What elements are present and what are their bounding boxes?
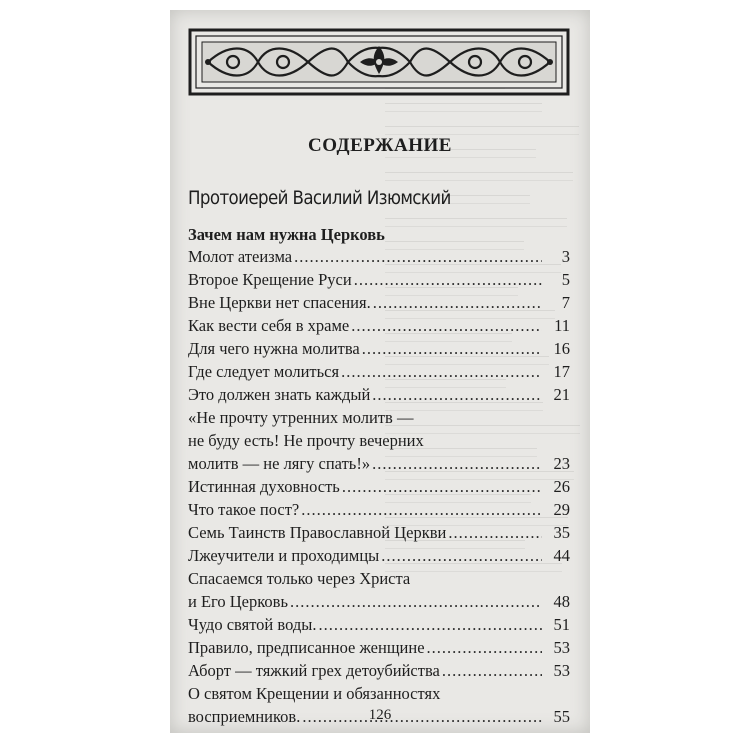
- toc-entry-page: 11: [554, 316, 570, 335]
- toc-entry-title: Что такое пост?: [188, 500, 300, 519]
- dot-leader: [341, 360, 542, 383]
- toc-entry-line: [188, 291, 570, 314]
- toc-entry: [188, 406, 570, 475]
- toc-entry-title: Молот атеизма: [188, 247, 293, 266]
- toc-entry-line: [188, 636, 570, 659]
- toc-entry-line: [188, 475, 570, 498]
- author-name: Протоиерей Василий Изюмский: [188, 188, 451, 209]
- toc-entry-page: 26: [553, 477, 570, 496]
- toc-entry-line: [188, 452, 570, 475]
- toc-entry-page: 55: [553, 707, 570, 726]
- toc-entry-title: Лжеучители и проходимцы: [188, 546, 380, 565]
- toc-entry: [188, 636, 570, 659]
- toc-entry-title: Чудо святой воды.: [188, 615, 317, 634]
- toc-entry-page: 51: [553, 615, 570, 634]
- toc-entry-page: 16: [553, 339, 570, 358]
- dot-leader: [381, 544, 542, 567]
- toc-entry-line: [188, 314, 570, 337]
- section-heading: Зачем нам нужна Церковь: [188, 225, 385, 244]
- toc-title: СОДЕРЖАНИЕ: [308, 135, 452, 156]
- toc-entry-title: Для чего нужна молитва: [188, 339, 360, 358]
- toc-entry-title: Вне Церкви нет спасения.: [188, 293, 371, 312]
- toc-entry: [188, 337, 570, 360]
- toc-entry-title: О святом Крещении и обязанностях: [188, 684, 441, 703]
- toc-entry-title: Семь Таинств Православной Церкви: [188, 523, 447, 542]
- bleed-through-line: [385, 172, 573, 181]
- toc-entry: [188, 567, 570, 613]
- dot-leader: [290, 590, 542, 613]
- dot-leader: [362, 337, 542, 360]
- toc-entry-page: 29: [553, 500, 570, 519]
- toc-entry: [188, 360, 570, 383]
- toc-entry-line: [188, 567, 570, 590]
- toc-entry-list: [188, 245, 570, 728]
- toc-entry-line: [188, 383, 570, 406]
- toc-entry-title: Это должен знать каждый: [188, 385, 371, 404]
- toc-entry-line: [188, 613, 570, 636]
- toc-entry-page: 53: [553, 661, 570, 680]
- toc-entry-line: [188, 590, 570, 613]
- dot-leader: [372, 452, 542, 475]
- dot-leader: [448, 521, 542, 544]
- toc-entry-line: [188, 406, 570, 429]
- toc-entry-title: Спасаемся только через Христа: [188, 569, 411, 588]
- toc-entry-line: [188, 360, 570, 383]
- bleed-through-line: [385, 218, 567, 227]
- dot-leader: [373, 291, 542, 314]
- toc-entry-page: 3: [561, 247, 570, 266]
- toc-entry-page: 48: [553, 592, 570, 611]
- toc-entry: [188, 314, 570, 337]
- dot-leader: [342, 475, 542, 498]
- toc-entry: [188, 245, 570, 268]
- toc-entry: [188, 383, 570, 406]
- toc-entry-line: [188, 429, 570, 452]
- toc-entry: [188, 498, 570, 521]
- floral-headpiece-ornament-icon: [188, 28, 570, 96]
- toc-entry-page: 23: [553, 454, 570, 473]
- toc-entry: [188, 613, 570, 636]
- toc-entry-title: Второе Крещение Руси: [188, 270, 352, 289]
- toc-entry: [188, 475, 570, 498]
- dot-leader: [351, 314, 542, 337]
- toc-entry-line: [188, 337, 570, 360]
- dot-leader: [372, 383, 542, 406]
- toc-entry-page: 17: [553, 362, 570, 381]
- toc-entry-line: [188, 682, 570, 705]
- toc-entry-line: [188, 498, 570, 521]
- toc-entry: [188, 659, 570, 682]
- toc-entry-title: восприемников.: [188, 707, 301, 726]
- toc-entry-line: [188, 659, 570, 682]
- bleed-through-line: [385, 103, 542, 112]
- toc-entry-title: не буду есть! Не прочту вечерних: [188, 431, 424, 450]
- toc-entry-title: Аборт — тяжкий грех детоубийства: [188, 661, 440, 680]
- book-page: [170, 10, 590, 733]
- toc-entry-page: 5: [561, 270, 570, 289]
- toc-entry-page: 7: [561, 293, 570, 312]
- toc-entry-line: [188, 544, 570, 567]
- dot-leader: [354, 268, 542, 291]
- toc-entry-title: и Его Церковь: [188, 592, 288, 611]
- toc-entry-page: 44: [553, 546, 570, 565]
- toc-entry-page: 21: [553, 385, 570, 404]
- toc-entry-title: «Не прочту утренних молитв —: [188, 408, 414, 427]
- toc-entry-title: Правило, предписанное женщине: [188, 638, 425, 657]
- toc-entry-page: 35: [553, 523, 570, 542]
- dot-leader: [294, 245, 542, 268]
- page-number: 126: [368, 707, 392, 723]
- toc-entry-line: [188, 521, 570, 544]
- toc-entry-title: Как вести себя в храме: [188, 316, 350, 335]
- bleed-through-line: [385, 126, 579, 135]
- toc-entry-title: Истинная духовность: [188, 477, 340, 496]
- toc-entry-line: [188, 245, 570, 268]
- dot-leader: [442, 659, 542, 682]
- dot-leader: [301, 498, 542, 521]
- dot-leader: [318, 613, 542, 636]
- dot-leader: [427, 636, 542, 659]
- toc-entry-title: молитв — не лягу спать!»: [188, 454, 371, 473]
- toc-entry-title: Где следует молиться: [188, 362, 340, 381]
- toc-entry: [188, 291, 570, 314]
- toc-entry: [188, 544, 570, 567]
- toc-entry-page: 53: [553, 638, 570, 657]
- toc-entry: [188, 521, 570, 544]
- toc-entry-line: [188, 268, 570, 291]
- toc-entry: [188, 268, 570, 291]
